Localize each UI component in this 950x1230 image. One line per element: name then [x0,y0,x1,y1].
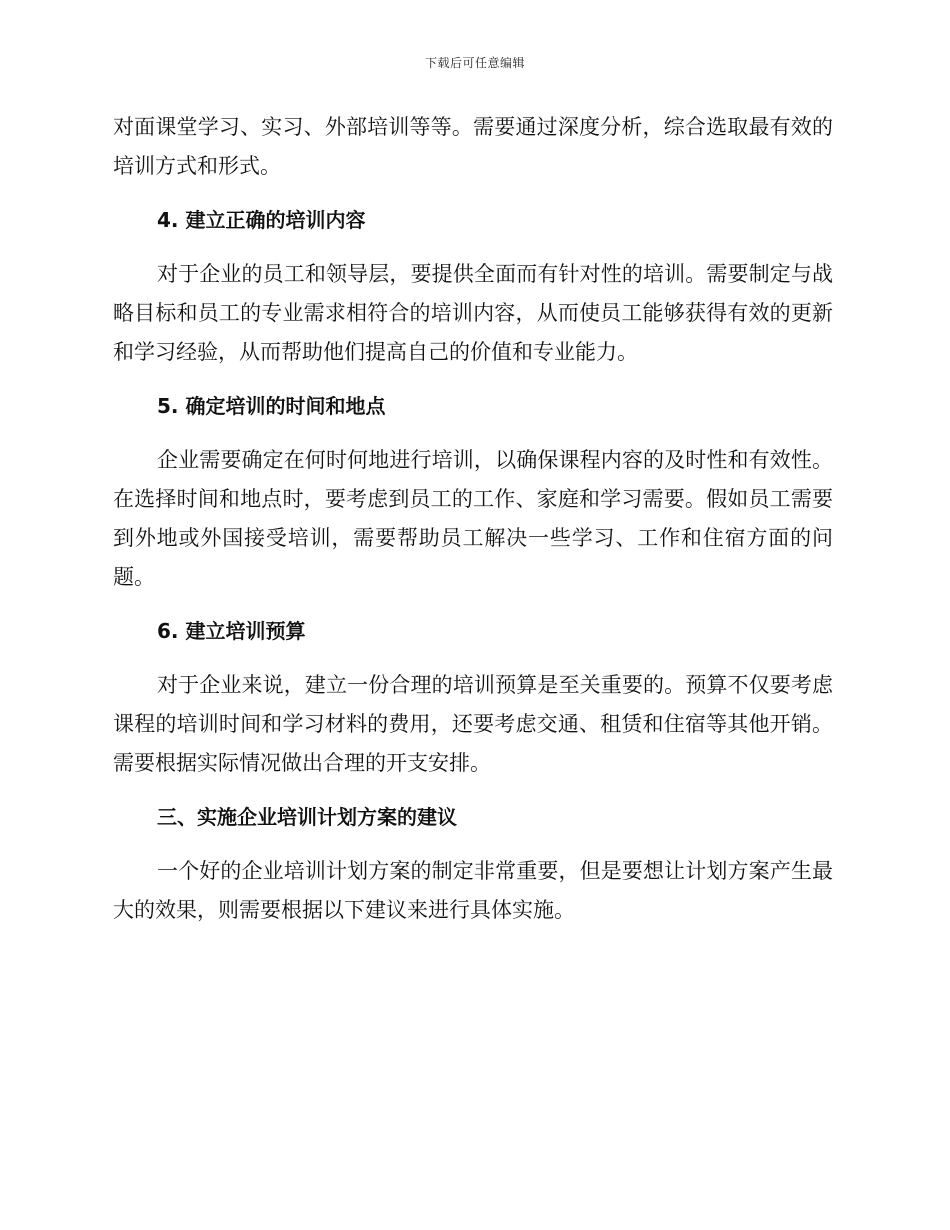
section-heading-3: 三、实施企业培训计划方案的建议 [157,805,457,829]
paragraph-time-location: 企业需要确定在何时何地进行培训，以确保课程内容的及时性和有效性。在选择时间和地点时，要考虑到员工的工作、家庭和学习需要。假如员工需要到外地或外国接受培训，需要帮助员工解决一些学习、工作和住宿方面的问题。 [113,448,833,589]
section-heading-5: 5. 确定培训的时间和地点 [157,394,386,418]
paragraph-implementation: 一个好的企业培训计划方案的制定非常重要，但是要想让计划方案产生最大的效果，则需要根据以下建议来进行具体实施。 [113,859,833,922]
paragraph-training-content: 对于企业的员工和领导层，要提供全面而有针对性的培训。需要制定与战略目标和员工的专业需求相符合的培训内容，从而使员工能够获得有效的更新和学习经验，从而帮助他们提高自己的价值和专业能力。 [113,262,833,364]
header-note: 下载后可任意编辑 [424,56,525,70]
section-heading-6: 6. 建立培训预算 [157,619,306,643]
paragraph-continuation: 对面课堂学习、实习、外部培训等等。需要通过深度分析，综合选取最有效的培训方式和形式。 [113,115,833,178]
document-body [113,108,833,945]
paragraph-budget: 对于企业来说，建立一份合理的培训预算是至关重要的。预算不仅要考虑课程的培训时间和学习材料的费用，还要考虑交通、租赁和住宿等其他开销。需要根据实际情况做出合理的开支安排。 [113,673,833,775]
section-heading-4: 4. 建立正确的培训内容 [157,208,366,232]
